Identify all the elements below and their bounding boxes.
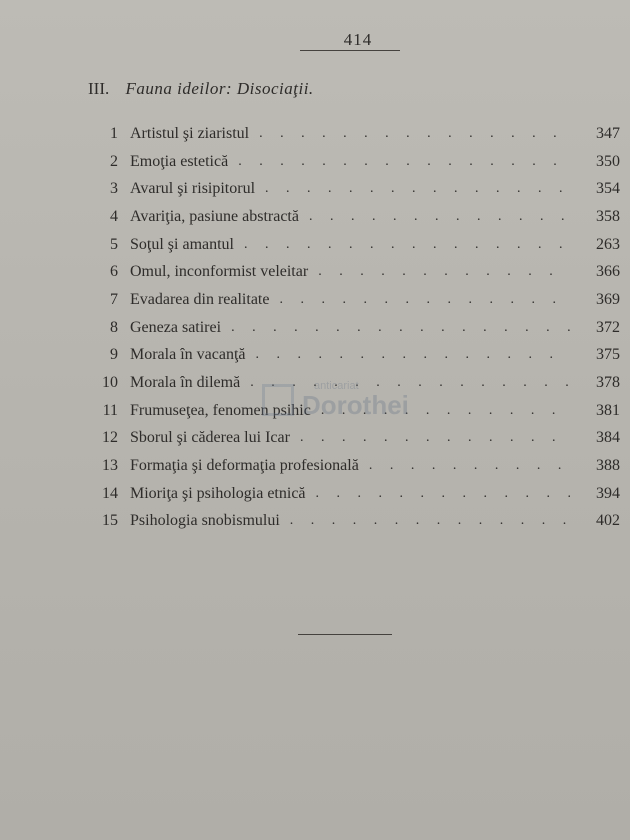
bottom-rule xyxy=(298,634,392,635)
toc-entry xyxy=(80,120,620,148)
toc-entry-number: 1 xyxy=(110,124,118,142)
section-heading xyxy=(88,79,314,99)
toc-entry xyxy=(80,148,620,176)
dot-leader xyxy=(238,154,570,170)
toc-entry-title: Omul, inconformist veleitar xyxy=(130,263,309,281)
toc-entry-number: 14 xyxy=(102,484,118,502)
toc-entry-number: 9 xyxy=(110,346,118,364)
top-rule xyxy=(300,50,400,51)
toc-entry-number: 3 xyxy=(110,180,118,198)
toc-entry-title: Avariţia, pasiune abstractă xyxy=(130,207,299,225)
toc-entry-title: Formaţia şi deformaţia profesională xyxy=(130,457,359,475)
watermark-box-icon xyxy=(262,384,294,416)
toc-entry-title: Frumuseţea, fenomen psihic xyxy=(130,401,311,419)
dot-leader xyxy=(316,486,570,502)
watermark-small-text: anticariat xyxy=(314,380,359,392)
toc-entry-page: 354 xyxy=(596,180,620,198)
dot-leader xyxy=(231,320,570,336)
toc-entry-title: Artistul şi ziaristul xyxy=(130,124,250,142)
toc-entry-title: Emoţia estetică xyxy=(130,152,229,170)
toc-entry-title: Sborul şi căderea lui Icar xyxy=(130,429,290,447)
toc-entry-number: 13 xyxy=(102,457,118,475)
watermark-big-text: Dorothei xyxy=(302,390,409,420)
table-of-contents xyxy=(80,120,620,535)
toc-entry-page: 388 xyxy=(596,457,620,475)
toc-entry-page: 366 xyxy=(596,263,620,281)
toc-entry-number: 5 xyxy=(110,235,118,253)
dot-leader xyxy=(318,264,570,280)
page-number: 414 xyxy=(343,30,373,49)
toc-entry xyxy=(80,480,620,508)
toc-entry-page: 375 xyxy=(596,346,620,364)
toc-entry-title: Geneza satirei xyxy=(130,318,222,336)
toc-entry xyxy=(80,175,620,203)
section-roman-numeral: III. xyxy=(88,79,110,98)
toc-entry-title: Morala în vacanţă xyxy=(130,346,246,364)
toc-entry-number: 2 xyxy=(110,152,118,170)
toc-entry xyxy=(80,508,620,536)
dot-leader xyxy=(265,181,570,197)
toc-entry xyxy=(80,425,620,453)
toc-entry xyxy=(80,286,620,314)
toc-entry-page: 263 xyxy=(596,235,620,253)
toc-entry-page: 402 xyxy=(596,512,620,530)
toc-entry-number: 10 xyxy=(102,374,118,392)
toc-entry-page: 378 xyxy=(596,374,620,392)
toc-entry-page: 381 xyxy=(596,401,620,419)
toc-entry-title: Avarul şi risipitorul xyxy=(130,180,256,198)
toc-entry-page: 369 xyxy=(596,290,620,308)
toc-entry-page: 384 xyxy=(596,429,620,447)
section-title: Fauna ideilor: Disociaţii. xyxy=(125,79,314,98)
dot-leader xyxy=(369,458,570,474)
dot-leader xyxy=(259,126,570,142)
toc-entry-number: 7 xyxy=(110,290,118,308)
toc-entry-number: 6 xyxy=(110,263,118,281)
toc-entry-title: Evadarea din realitate xyxy=(130,290,270,308)
toc-entry-page: 347 xyxy=(596,124,620,142)
toc-entry xyxy=(80,452,620,480)
toc-entry xyxy=(80,231,620,259)
toc-entry xyxy=(80,203,620,231)
toc-entry-number: 4 xyxy=(110,207,118,225)
toc-entry-page: 350 xyxy=(596,152,620,170)
dot-leader xyxy=(300,430,570,446)
toc-entry-title: Morala în dilemă xyxy=(130,374,241,392)
toc-entry-page: 358 xyxy=(596,207,620,225)
toc-entry-number: 11 xyxy=(102,401,118,419)
toc-entry xyxy=(80,342,620,370)
toc-entry-title: Soţul şi amantul xyxy=(130,235,234,253)
toc-entry-number: 15 xyxy=(102,512,118,530)
watermark-logo xyxy=(262,378,422,422)
dot-leader xyxy=(256,347,571,363)
dot-leader xyxy=(244,237,570,253)
toc-entry xyxy=(80,314,620,342)
dot-leader xyxy=(279,292,570,308)
dot-leader xyxy=(290,513,570,529)
toc-entry-number: 8 xyxy=(110,318,118,336)
dot-leader xyxy=(309,209,570,225)
toc-entry-page: 372 xyxy=(596,318,620,336)
toc-entry xyxy=(80,258,620,286)
toc-entry-page: 394 xyxy=(596,484,620,502)
toc-entry-title: Mioriţa şi psihologia etnică xyxy=(130,484,306,502)
toc-entry-number: 12 xyxy=(102,429,118,447)
toc-entry-title: Psihologia snobismului xyxy=(130,512,280,530)
